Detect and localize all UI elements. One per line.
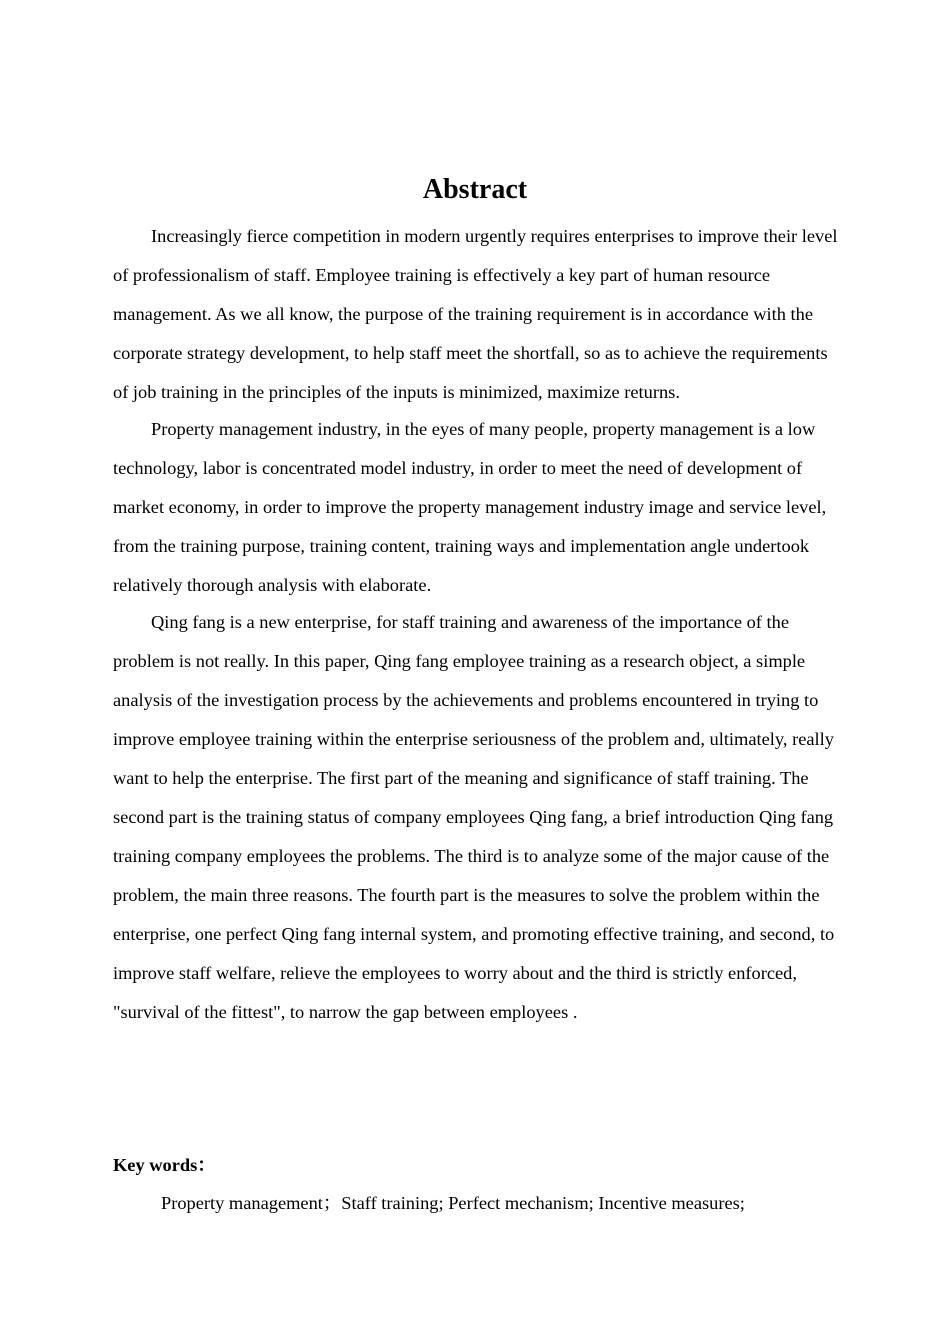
abstract-body <box>113 217 839 1032</box>
abstract-paragraph-2: Property management industry, in the eyes of many people, property management is a low technology, labor is concentrated model industry, in order to meet the need of development of market economy, in order to improve the property management industry image and service level, from the training purpose, training content, training ways and implementation angle undertook relatively thorough analysis with elaborate. <box>113 419 827 595</box>
keywords-list: Property management；Staff training; Perfect mechanism; Incentive measures; <box>161 1193 745 1213</box>
abstract-paragraph-1: Increasingly fierce competition in modern urgently requires enterprises to improve their level of professionalism of staff. Employee training is effectively a key part of human resource management. As we all know, the purpose of the training requirement is in accordance with the corporate strategy development, to help staff meet the shortfall, so as to achieve the requirements of job training in the principles of the inputs is minimized, maximize returns. <box>113 226 838 402</box>
keywords-label: Key words： <box>113 1155 216 1175</box>
abstract-title: Abstract <box>422 174 528 205</box>
abstract-paragraph-3: Qing fang is a new enterprise, for staff training and awareness of the importance of the problem is not really. In this paper, Qing fang employee training as a research object, a simple analysis of the investigation process by the achievements and problems encountered in trying to improve employee training within the enterprise seriousness of the problem and, ultimately, really want to help the enterprise. The first part of the meaning and significance of staff training. The second part is the training status of company employees Qing fang, a brief introduction Qing fang training company employees the problems. The third is to analyze some of the major cause of the problem, the main three reasons. The fourth part is the measures to solve the problem within the enterprise, one perfect Qing fang internal system, and promoting effective training, and second, to improve staff welfare, relieve the employees to worry about and the third is strictly enforced, "survival of the fittest", to narrow the gap between employees . <box>113 612 835 1022</box>
